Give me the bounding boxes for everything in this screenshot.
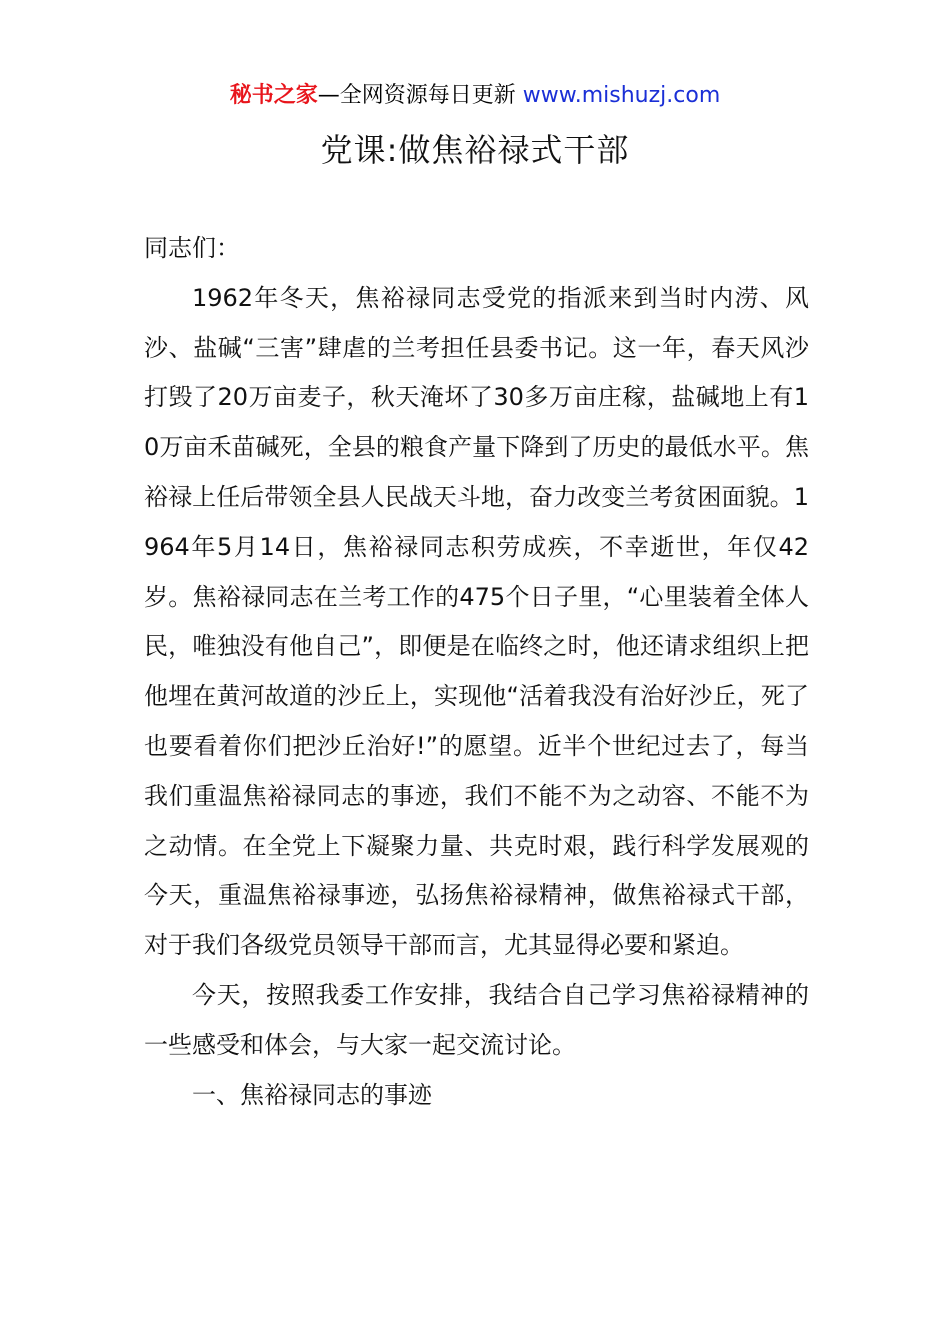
body-paragraph: 1962年冬天，焦裕禄同志受党的指派来到当时内涝、风沙、盐碱“三害”肆虐的兰考担任县委书记。这一年，春天风沙打毁了20万亩麦子，秋天淹坏了30多万亩庄稼，盐碱地上有10万亩禾苗碱死，全县的粮食产量下降到了历史的最低水平。焦裕禄上任后带领全县人民战天斗地，奋力改变兰考贫困面貌。1964年5月14日，焦裕禄同志积劳成疾，不幸逝世，年仅42岁。焦裕禄同志在兰考工作的475个日子里，“心里装着全体人民，唯独没有他自己”，即便是在临终之时，他还请求组织上把他埋在黄河故道的沙丘上，实现他“活着我没有治好沙丘，死了也要看着你们把沙丘治好!”的愿望。近半个世纪过去了，每当我们重温焦裕禄同志的事迹，我们不能不为之动容、不能不为之动情。在全党上下凝聚力量、共克时艰，践行科学发展观的今天，重温焦裕禄事迹，弘扬焦裕禄精神，做焦裕禄式干部，对于我们各级党员领导干部而言，尤其显得必要和紧迫。 — [144, 283, 809, 960]
site-header — [0, 80, 950, 112]
document-title: 党课:做焦裕禄式干部 — [320, 131, 630, 169]
site-url-link[interactable]: www.mishuzj.com — [522, 83, 721, 108]
salutation: 同志们： — [144, 234, 240, 262]
body-paragraph: 今天，按照我委工作安排，我结合自己学习焦裕禄精神的一些感受和体会，与大家一起交流讨论。 — [144, 980, 809, 1059]
brand-name: 秘书之家 — [229, 83, 318, 108]
document-body — [144, 224, 809, 1120]
header-tagline: —全网资源每日更新 — [317, 83, 516, 108]
section-heading: 一、焦裕禄同志的事迹 — [192, 1080, 432, 1109]
